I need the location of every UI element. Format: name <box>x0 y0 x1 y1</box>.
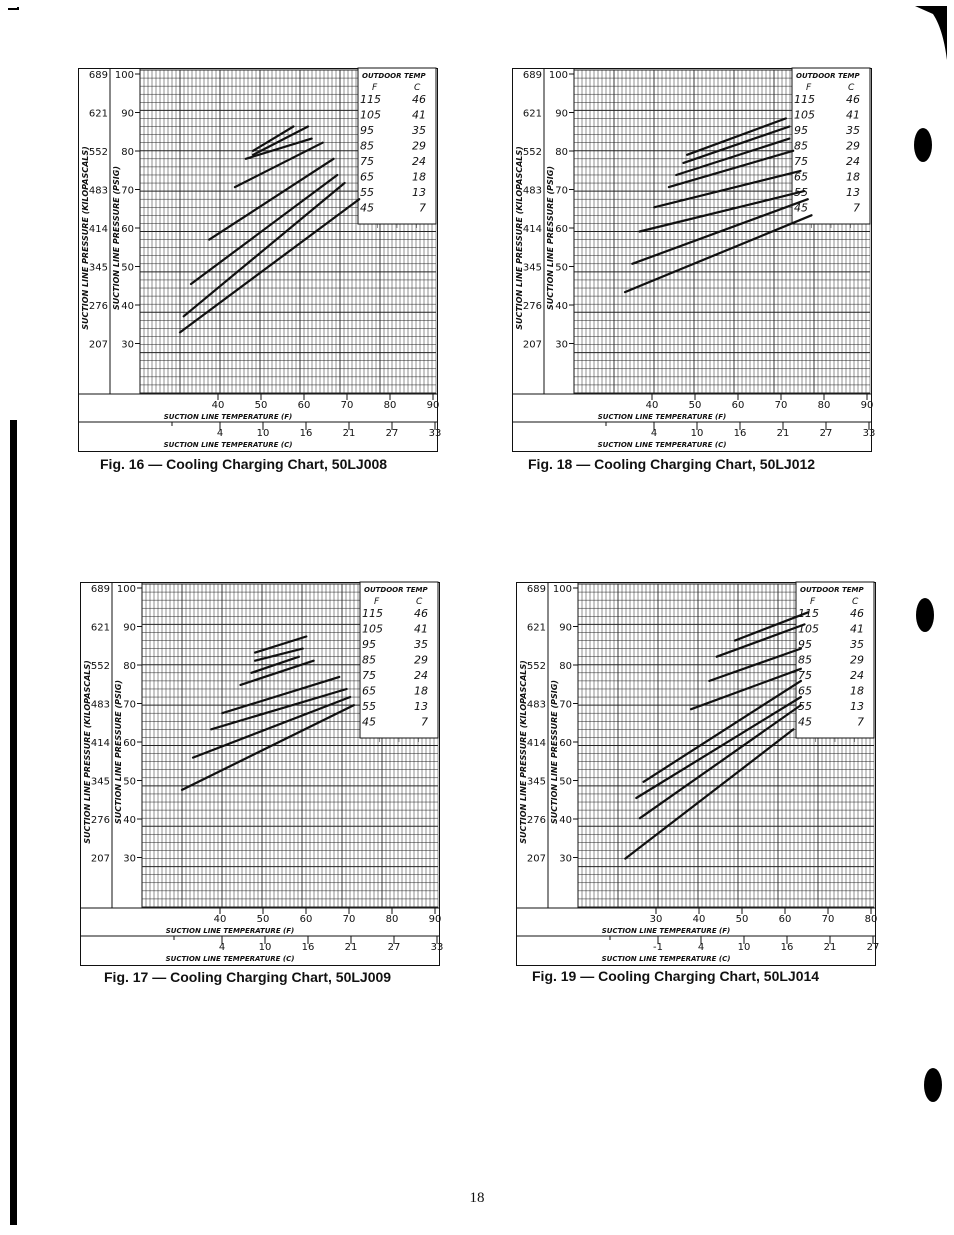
legend-row-f: 55 <box>794 186 808 199</box>
legend-row-f: 85 <box>798 653 812 667</box>
legend-row-f: 95 <box>360 124 374 137</box>
figure-caption-fig18: Fig. 18 — Cooling Charging Chart, 50LJ012 <box>528 456 816 472</box>
legend-row-f: 55 <box>360 186 374 199</box>
corner-curl-mark <box>915 4 951 62</box>
legend-row-f: 45 <box>794 201 808 215</box>
legend-row-c: 41 <box>414 622 428 636</box>
chart-fig19-svg <box>516 582 880 966</box>
chart-fig16-svg <box>78 68 442 452</box>
legend-row-c: 24 <box>412 155 426 168</box>
x-axis-label-c: SUCTION LINE TEMPERATURE (C) <box>163 441 293 449</box>
legend-row-f: 105 <box>362 622 383 636</box>
legend-row-f: 75 <box>362 669 376 682</box>
x-tick-label-c: 4 <box>650 428 658 439</box>
legend-header-c: C <box>848 83 855 93</box>
legend-title: OUTDOOR TEMP <box>362 72 426 80</box>
x-tick-label-c: 27 <box>819 428 833 439</box>
y-axis-label-kpa: SUCTION LINE PRESSURE (KILOPASCALS) <box>515 146 524 330</box>
x-tick-label-f: 50 <box>256 914 270 925</box>
x-tick-label-f: 40 <box>692 914 706 925</box>
kpa-tick-label: 689 <box>90 584 110 595</box>
chart-fig17 <box>80 582 444 966</box>
legend-row-f: 95 <box>798 638 812 651</box>
kpa-tick-label: 207 <box>526 853 546 865</box>
y-axis-label-kpa: SUCTION LINE PRESSURE (KILOPASCALS) <box>519 660 528 844</box>
kpa-tick-label: 276 <box>90 815 110 826</box>
corner-tick-mark <box>8 6 22 14</box>
psig-tick-label: 100 <box>114 70 134 81</box>
psig-tick-label: 60 <box>121 224 134 235</box>
x-tick-label-f: 60 <box>731 400 745 411</box>
legend-row-c: 46 <box>850 607 864 620</box>
kpa-tick-label: 414 <box>522 224 542 235</box>
x-tick-label-c: 33 <box>862 428 876 439</box>
legend-row-f: 105 <box>798 622 819 636</box>
legend-row-c: 35 <box>850 638 864 651</box>
psig-tick-label: 40 <box>555 301 568 312</box>
legend-row-c: 13 <box>414 700 428 713</box>
psig-tick-label: 100 <box>552 584 572 595</box>
legend-row-c: 7 <box>421 715 428 729</box>
x-tick-label-c: 27 <box>866 942 880 953</box>
figure-caption-fig16: Fig. 16 — Cooling Charging Chart, 50LJ008 <box>100 456 388 472</box>
x-tick-label-c: 21 <box>344 942 358 953</box>
psig-tick-label: 40 <box>123 815 136 826</box>
binder-edge-bar <box>10 420 17 1225</box>
psig-tick-label: 90 <box>123 622 136 634</box>
legend-header-c: C <box>414 83 421 93</box>
legend-row-f: 65 <box>360 170 374 184</box>
legend-row-c: 35 <box>412 124 426 137</box>
kpa-tick-label: 207 <box>88 339 108 351</box>
legend-row-f: 75 <box>360 155 374 168</box>
x-tick-label-f: 60 <box>299 914 313 925</box>
legend-row-f: 85 <box>360 139 374 153</box>
x-tick-label-f: 70 <box>774 400 788 411</box>
legend-header-f: F <box>806 83 812 93</box>
x-tick-label-f: 40 <box>645 400 659 411</box>
x-axis-label-c: SUCTION LINE TEMPERATURE (C) <box>597 441 727 449</box>
legend-row-c: 41 <box>850 622 864 636</box>
legend-row-f: 115 <box>794 93 815 106</box>
x-tick-label-f: 60 <box>778 914 792 925</box>
x-tick-label-c: 4 <box>218 942 226 953</box>
psig-tick-label: 90 <box>555 108 568 120</box>
psig-tick-label: 50 <box>123 776 136 788</box>
legend-row-f: 105 <box>794 108 815 122</box>
chart-fig16 <box>78 68 442 452</box>
psig-tick-label: 60 <box>123 738 136 749</box>
kpa-tick-label: 345 <box>90 776 110 788</box>
legend-row-c: 18 <box>414 684 428 698</box>
legend-row-c: 18 <box>846 170 860 184</box>
kpa-tick-label: 276 <box>88 301 108 312</box>
kpa-tick-label: 689 <box>522 70 542 81</box>
y-axis-label-psig: SUCTION LINE PRESSURE (PSIG) <box>112 166 121 310</box>
legend-row-c: 7 <box>853 201 860 215</box>
page-number: 18 <box>469 1190 485 1206</box>
psig-tick-label: 30 <box>123 853 136 865</box>
legend-row-c: 13 <box>412 186 426 199</box>
chart-fig17-svg <box>80 582 444 966</box>
y-axis-label-psig: SUCTION LINE PRESSURE (PSIG) <box>546 166 555 310</box>
legend-row-f: 115 <box>798 607 819 620</box>
psig-tick-label: 100 <box>116 584 136 595</box>
psig-tick-label: 90 <box>559 622 572 634</box>
kpa-tick-label: 552 <box>526 661 546 672</box>
x-tick-label-f: 50 <box>735 914 749 925</box>
legend-header-c: C <box>416 597 423 607</box>
x-tick-label-f: 80 <box>864 914 878 925</box>
x-tick-label-c: 10 <box>258 942 272 953</box>
kpa-tick-label: 483 <box>90 699 110 711</box>
legend-row-c: 13 <box>846 186 860 199</box>
kpa-tick-label: 345 <box>526 776 546 788</box>
y-axis-label-psig: SUCTION LINE PRESSURE (PSIG) <box>114 680 123 824</box>
chart-fig19 <box>516 582 880 966</box>
kpa-tick-label: 345 <box>522 262 542 274</box>
x-tick-label-c: 16 <box>733 428 747 439</box>
legend-row-c: 35 <box>414 638 428 651</box>
psig-tick-label: 80 <box>555 147 568 158</box>
x-tick-label-c: 10 <box>256 428 270 439</box>
punch-hole-2 <box>916 598 934 632</box>
kpa-tick-label: 552 <box>88 147 108 158</box>
x-axis-label-c: SUCTION LINE TEMPERATURE (C) <box>601 955 731 963</box>
kpa-tick-label: 552 <box>522 147 542 158</box>
psig-tick-label: 40 <box>559 815 572 826</box>
punch-hole-1 <box>914 128 932 162</box>
psig-tick-label: 30 <box>555 339 568 351</box>
psig-tick-label: 70 <box>559 699 572 711</box>
psig-tick-label: 90 <box>121 108 134 120</box>
legend-row-c: 18 <box>850 684 864 698</box>
kpa-tick-label: 483 <box>88 185 108 197</box>
legend-row-f: 115 <box>362 607 383 620</box>
kpa-tick-label: 207 <box>90 853 110 865</box>
y-axis-label-psig: SUCTION LINE PRESSURE (PSIG) <box>550 680 559 824</box>
x-tick-label-c: 21 <box>823 942 837 953</box>
legend-row-c: 24 <box>414 669 428 682</box>
kpa-tick-label: 621 <box>526 622 546 634</box>
kpa-tick-label: 414 <box>526 738 546 749</box>
y-axis-label-kpa: SUCTION LINE PRESSURE (KILOPASCALS) <box>83 660 92 844</box>
x-tick-label-f: 30 <box>649 914 663 925</box>
legend-row-f: 75 <box>794 155 808 168</box>
series-line-65 <box>636 697 801 798</box>
psig-tick-label: 50 <box>555 262 568 274</box>
x-tick-label-f: 50 <box>688 400 702 411</box>
x-tick-label-f: 70 <box>340 400 354 411</box>
kpa-tick-label: 207 <box>522 339 542 351</box>
x-tick-label-c: 27 <box>385 428 399 439</box>
psig-tick-label: 100 <box>548 70 568 81</box>
legend-row-f: 65 <box>798 684 812 698</box>
legend-row-c: 7 <box>857 715 864 729</box>
legend-row-c: 41 <box>412 108 426 122</box>
psig-tick-label: 30 <box>121 339 134 351</box>
x-axis-label-c: SUCTION LINE TEMPERATURE (C) <box>165 955 295 963</box>
x-tick-label-c: 16 <box>780 942 794 953</box>
legend-row-c: 24 <box>846 155 860 168</box>
kpa-tick-label: 483 <box>526 699 546 711</box>
chart-fig18 <box>512 68 876 452</box>
psig-tick-label: 60 <box>559 738 572 749</box>
legend-row-f: 75 <box>798 669 812 682</box>
x-tick-label-c: 21 <box>342 428 356 439</box>
legend-row-f: 45 <box>798 715 812 729</box>
psig-tick-label: 80 <box>559 661 572 672</box>
legend-row-c: 24 <box>850 669 864 682</box>
x-tick-label-c: 10 <box>737 942 751 953</box>
psig-tick-label: 70 <box>121 185 134 197</box>
legend-row-f: 85 <box>362 653 376 667</box>
x-tick-label-f: 60 <box>297 400 311 411</box>
x-tick-label-c: 4 <box>216 428 224 439</box>
legend-row-c: 13 <box>850 700 864 713</box>
legend-row-c: 7 <box>419 201 426 215</box>
x-tick-label-c: 21 <box>776 428 790 439</box>
kpa-tick-label: 276 <box>522 301 542 312</box>
legend-header-f: F <box>372 83 378 93</box>
legend-header-f: F <box>810 597 816 607</box>
x-axis-label-f: SUCTION LINE TEMPERATURE (F) <box>163 413 293 421</box>
psig-tick-label: 70 <box>555 185 568 197</box>
kpa-tick-label: 345 <box>88 262 108 274</box>
legend-row-c: 29 <box>846 139 860 153</box>
legend-row-f: 55 <box>362 700 376 713</box>
legend-title: OUTDOOR TEMP <box>800 586 864 594</box>
psig-tick-label: 80 <box>121 147 134 158</box>
legend-title: OUTDOOR TEMP <box>796 72 860 80</box>
legend-header-c: C <box>852 597 859 607</box>
x-tick-label-f: 80 <box>385 914 399 925</box>
x-tick-label-c: 10 <box>690 428 704 439</box>
figure-caption-fig17: Fig. 17 — Cooling Charging Chart, 50LJ009 <box>104 969 392 985</box>
kpa-tick-label: 621 <box>88 108 108 120</box>
legend-title: OUTDOOR TEMP <box>364 586 428 594</box>
chart-fig18-svg <box>512 68 876 452</box>
legend-header-f: F <box>374 597 380 607</box>
psig-tick-label: 40 <box>121 301 134 312</box>
legend-row-f: 95 <box>362 638 376 651</box>
legend-row-f: 105 <box>360 108 381 122</box>
x-axis-label-f: SUCTION LINE TEMPERATURE (F) <box>601 927 731 935</box>
kpa-tick-label: 689 <box>88 70 108 81</box>
x-tick-label-f: 80 <box>383 400 397 411</box>
x-tick-label-c: 27 <box>387 942 401 953</box>
legend-row-f: 65 <box>794 170 808 184</box>
x-tick-label-c: 33 <box>430 942 444 953</box>
legend-row-f: 115 <box>360 93 381 106</box>
legend-row-c: 29 <box>412 139 426 153</box>
series-line-45 <box>182 705 354 790</box>
x-tick-label-f: 90 <box>428 914 442 925</box>
psig-tick-label: 50 <box>121 262 134 274</box>
kpa-tick-label: 483 <box>522 185 542 197</box>
x-tick-label-f: 70 <box>342 914 356 925</box>
psig-tick-label: 50 <box>559 776 572 788</box>
x-tick-label-c: 16 <box>299 428 313 439</box>
x-tick-label-f: 80 <box>817 400 831 411</box>
psig-tick-label: 30 <box>559 853 572 865</box>
legend-row-f: 55 <box>798 700 812 713</box>
kpa-tick-label: 414 <box>88 224 108 235</box>
x-tick-label-c: 33 <box>428 428 442 439</box>
kpa-tick-label: 414 <box>90 738 110 749</box>
legend-row-c: 46 <box>412 93 426 106</box>
kpa-tick-label: 621 <box>90 622 110 634</box>
legend-row-c: 18 <box>412 170 426 184</box>
legend-row-c: 41 <box>846 108 860 122</box>
x-tick-label-f: 90 <box>426 400 440 411</box>
legend-row-c: 29 <box>850 653 864 667</box>
figure-caption-fig19: Fig. 19 — Cooling Charging Chart, 50LJ014 <box>532 968 820 984</box>
x-tick-label-f: 70 <box>821 914 835 925</box>
kpa-tick-label: 552 <box>90 661 110 672</box>
x-tick-label-f: 90 <box>860 400 874 411</box>
legend-row-c: 29 <box>414 653 428 667</box>
x-axis-label-f: SUCTION LINE TEMPERATURE (F) <box>597 413 727 421</box>
psig-tick-label: 80 <box>123 661 136 672</box>
x-tick-label-f: 50 <box>254 400 268 411</box>
legend-row-f: 85 <box>794 139 808 153</box>
legend-row-f: 95 <box>794 124 808 137</box>
legend-row-f: 45 <box>362 715 376 729</box>
legend-row-f: 45 <box>360 201 374 215</box>
x-axis-label-f: SUCTION LINE TEMPERATURE (F) <box>165 927 295 935</box>
x-tick-label-c: -1 <box>653 942 663 953</box>
x-tick-label-f: 40 <box>211 400 225 411</box>
psig-tick-label: 70 <box>123 699 136 711</box>
x-tick-label-f: 40 <box>213 914 227 925</box>
kpa-tick-label: 689 <box>526 584 546 595</box>
kpa-tick-label: 621 <box>522 108 542 120</box>
legend-row-c: 35 <box>846 124 860 137</box>
psig-tick-label: 60 <box>555 224 568 235</box>
series-line-75 <box>654 171 800 207</box>
x-tick-label-c: 16 <box>301 942 315 953</box>
x-tick-label-c: 4 <box>697 942 705 953</box>
kpa-tick-label: 276 <box>526 815 546 826</box>
legend-row-f: 65 <box>362 684 376 698</box>
punch-hole-3 <box>924 1068 942 1102</box>
legend-row-c: 46 <box>414 607 428 620</box>
y-axis-label-kpa: SUCTION LINE PRESSURE (KILOPASCALS) <box>81 146 90 330</box>
legend-row-c: 46 <box>846 93 860 106</box>
